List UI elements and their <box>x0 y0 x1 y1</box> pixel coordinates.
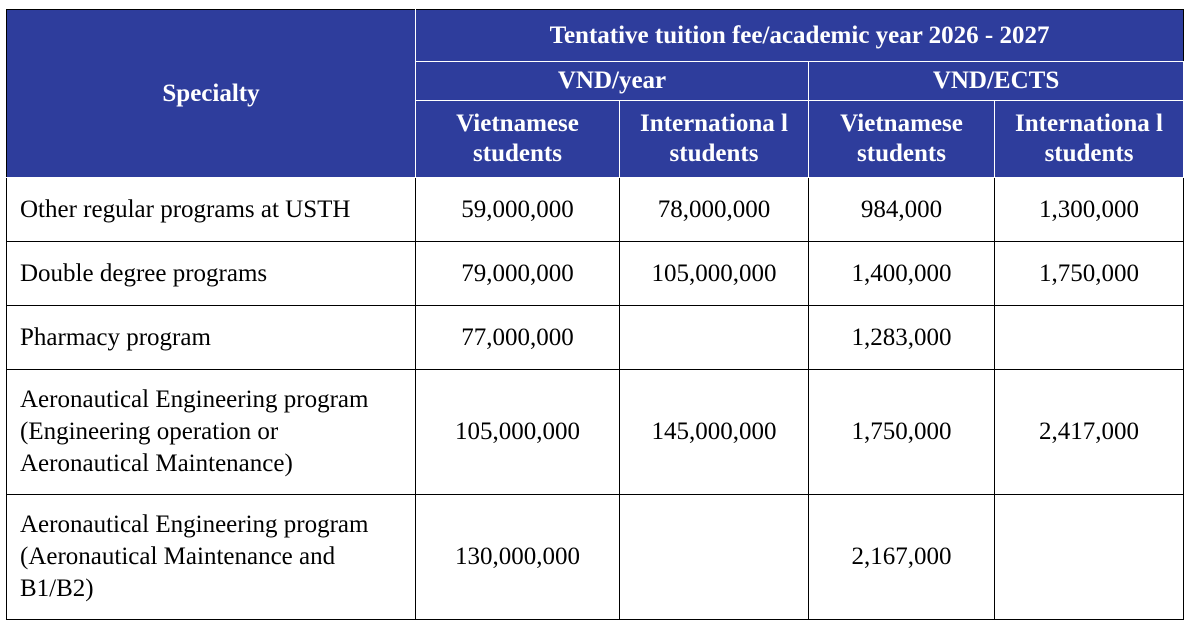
group-header-vnd-year: VND/year <box>416 62 809 101</box>
fee-cell: 1,400,000 <box>809 242 995 306</box>
tuition-fee-table <box>6 9 1184 620</box>
fee-cell: 1,750,000 <box>809 370 995 495</box>
table-row <box>7 306 1184 370</box>
fee-cell: 1,283,000 <box>809 306 995 370</box>
specialty-cell: Aeronautical Engineering program (Aeronautical Maintenance and B1/B2) <box>7 495 416 620</box>
fee-cell: 79,000,000 <box>416 242 620 306</box>
fee-cell: 1,300,000 <box>995 178 1184 242</box>
fee-cell <box>620 495 809 620</box>
table-row <box>7 242 1184 306</box>
table-row <box>7 495 1184 620</box>
fee-cell: 1,750,000 <box>995 242 1184 306</box>
specialty-cell: Pharmacy program <box>7 306 416 370</box>
fee-cell: 130,000,000 <box>416 495 620 620</box>
fee-cell: 145,000,000 <box>620 370 809 495</box>
subheader-vnd-ects-international: Internationa l students <box>995 101 1184 178</box>
subheader-vnd-year-international: Internationa l students <box>620 101 809 178</box>
fee-cell: 984,000 <box>809 178 995 242</box>
table-row <box>7 178 1184 242</box>
subheader-vnd-year-vietnamese: Vietnamese students <box>416 101 620 178</box>
table-title-header: Tentative tuition fee/academic year 2026 - 2027 <box>416 10 1184 62</box>
fee-cell: 2,167,000 <box>809 495 995 620</box>
specialty-header: Specialty <box>7 10 416 178</box>
fee-cell: 59,000,000 <box>416 178 620 242</box>
fee-cell <box>620 306 809 370</box>
fee-cell: 2,417,000 <box>995 370 1184 495</box>
specialty-cell: Double degree programs <box>7 242 416 306</box>
fee-cell: 105,000,000 <box>620 242 809 306</box>
specialty-cell: Other regular programs at USTH <box>7 178 416 242</box>
fee-cell: 105,000,000 <box>416 370 620 495</box>
group-header-vnd-ects: VND/ECTS <box>809 62 1184 101</box>
fee-cell <box>995 495 1184 620</box>
table-row <box>7 370 1184 495</box>
fee-cell: 78,000,000 <box>620 178 809 242</box>
specialty-cell: Aeronautical Engineering program (Engineering operation or Aeronautical Maintenance) <box>7 370 416 495</box>
fee-cell: 77,000,000 <box>416 306 620 370</box>
fee-cell <box>995 306 1184 370</box>
subheader-vnd-ects-vietnamese: Vietnamese students <box>809 101 995 178</box>
